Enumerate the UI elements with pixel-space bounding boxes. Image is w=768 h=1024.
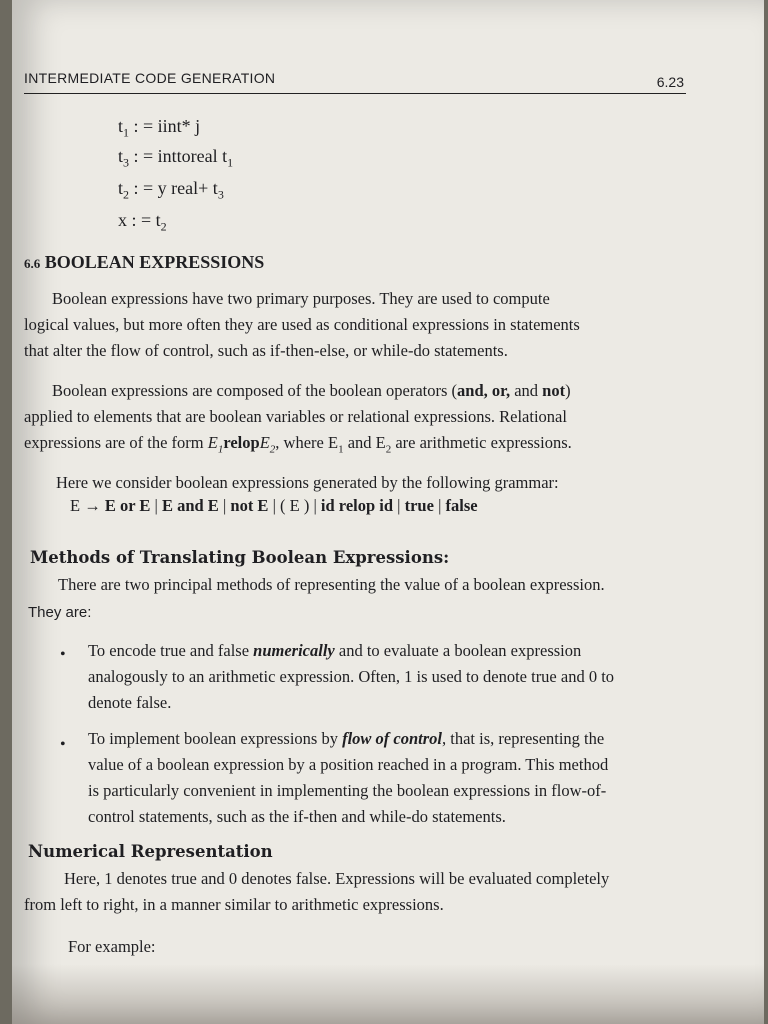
- subheading: Numerical Representation: [28, 842, 273, 861]
- running-header: INTERMEDIATE CODE GENERATION: [24, 70, 276, 86]
- paragraph-line: applied to elements that are boolean variables or relational expressions. Relational: [24, 407, 567, 426]
- paragraph: Here, 1 denotes true and 0 denotes false. Expressions will be evaluated completely: [64, 869, 610, 888]
- book-page: [12, 0, 764, 1024]
- code-line: $t_3$ : = inttoreal $t_1$: [118, 146, 234, 170]
- bullet-dot: •: [60, 646, 66, 663]
- bullet-dot: •: [60, 736, 66, 753]
- paragraph: Boolean expressions have two primary purposes. They are used to compute: [52, 289, 550, 308]
- bullet-line: To encode true and false numerically and to evaluate a boolean expression: [88, 641, 582, 660]
- code-line: $t_2$ : = y real+ $t_3$: [118, 178, 224, 202]
- header-rule: [24, 93, 686, 94]
- bullet-line: denote false.: [88, 693, 172, 712]
- bullet-line: control statements, such as the if-then and while-do statements.: [88, 807, 506, 826]
- page-number: 6.23: [656, 74, 684, 90]
- section-number: 6.6: [24, 256, 41, 271]
- section-heading: [24, 252, 264, 273]
- bullet-line: To implement boolean expressions by flow of control, that is, representing the: [88, 729, 605, 748]
- paragraph-line: logical values, but more often they are used as conditional expressions in statements: [24, 315, 580, 334]
- section-title: BOOLEAN EXPRESSIONS: [44, 252, 265, 272]
- paragraph-line: from left to right, in a manner similar to arithmetic expressions.: [24, 895, 444, 914]
- paragraph: For example:: [68, 937, 156, 956]
- paragraph: Here we consider boolean expressions generated by the following grammar:: [56, 473, 559, 492]
- paragraph-line: that alter the flow of control, such as if-then-else, or while-do statements.: [24, 341, 508, 360]
- code-line: $t_1$ : = iint* j: [118, 116, 201, 140]
- paragraph: Boolean expressions are composed of the boolean operators (and, or, and not): [52, 381, 571, 400]
- paragraph-line: They are:: [28, 604, 92, 621]
- paragraph: There are two principal methods of representing the value of a boolean expression.: [58, 575, 605, 594]
- grammar-production: E → E or E | E and E | not E | ( E ) | id relop id | true | false: [70, 496, 478, 515]
- page-shadow: [12, 964, 764, 1024]
- bullet-line: value of a boolean expression by a position reached in a program. This method: [88, 755, 609, 774]
- code-line: x : = $t_2$: [118, 210, 167, 234]
- bullet-line: analogously to an arithmetic expression. Often, 1 is used to denote true and 0 to: [88, 667, 615, 686]
- bullet-line: is particularly convenient in implementing the boolean expressions in flow-of-: [88, 781, 607, 800]
- paragraph-line: expressions are of the form $E_1relopE_2$, where $E_1$ and $E_2$ are arithmetic expressions.: [24, 433, 572, 456]
- subheading: Methods of Translating Boolean Expressions:: [30, 548, 450, 567]
